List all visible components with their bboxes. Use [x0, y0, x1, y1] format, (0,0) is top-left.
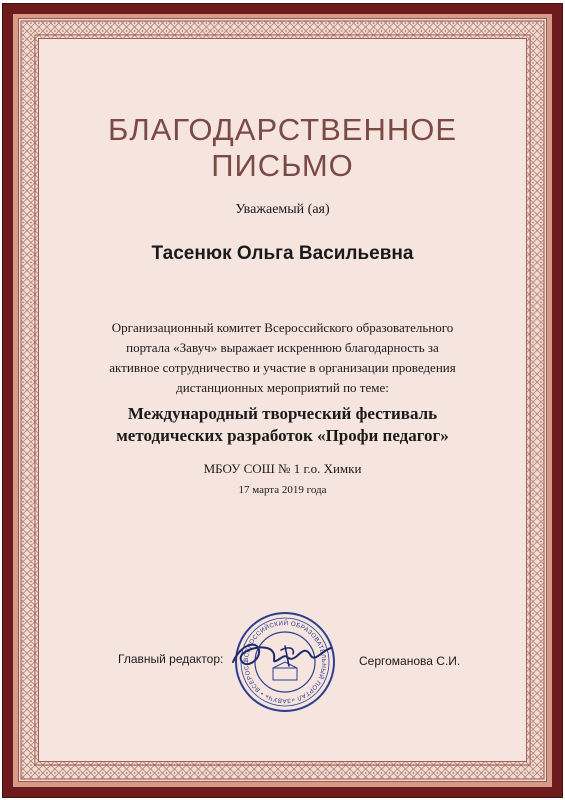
date: 17 марта 2019 года: [238, 484, 327, 496]
body-line: Организационный комитет Всероссийского образовательного: [111, 320, 454, 335]
body-paragraph: [92, 318, 473, 398]
signature: [223, 628, 341, 678]
recipient-name: Тасенюк Ольга Васильевна: [151, 243, 414, 264]
editor-label: Главный редактор:: [118, 652, 224, 666]
svg-text:ВСЕРОССИЙСКИЙ ОБРАЗОВАТЕЛЬНЫЙ: ВСЕРОССИЙСКИЙ ОБРАЗОВАТЕЛЬНЫЙ ПОРТАЛ «ЗАВУЧ» • ВСЕРОСС: [242, 619, 328, 705]
body-line: активное сотрудничество и участие в организации проведения: [109, 360, 456, 375]
event-line: методических разработок «Профи педагог»: [116, 426, 449, 445]
event-line: Международный творческий фестиваль: [127, 404, 438, 423]
editor-name: Сергоманова С.И.: [359, 654, 461, 668]
body-line: портала «Завуч» выражает искреннюю благодарность за: [126, 340, 439, 355]
title-line-1: БЛАГОДАРСТВЕННОЕ: [107, 112, 458, 147]
body-line: дистанционных мероприятий по теме:: [176, 380, 389, 395]
organization: МБОУ СОШ № 1 г.о. Химки: [203, 461, 362, 476]
title-line-2: ПИСЬМО: [211, 148, 354, 183]
event-title: [70, 403, 495, 447]
salutation: Уважаемый (ая): [235, 202, 330, 217]
